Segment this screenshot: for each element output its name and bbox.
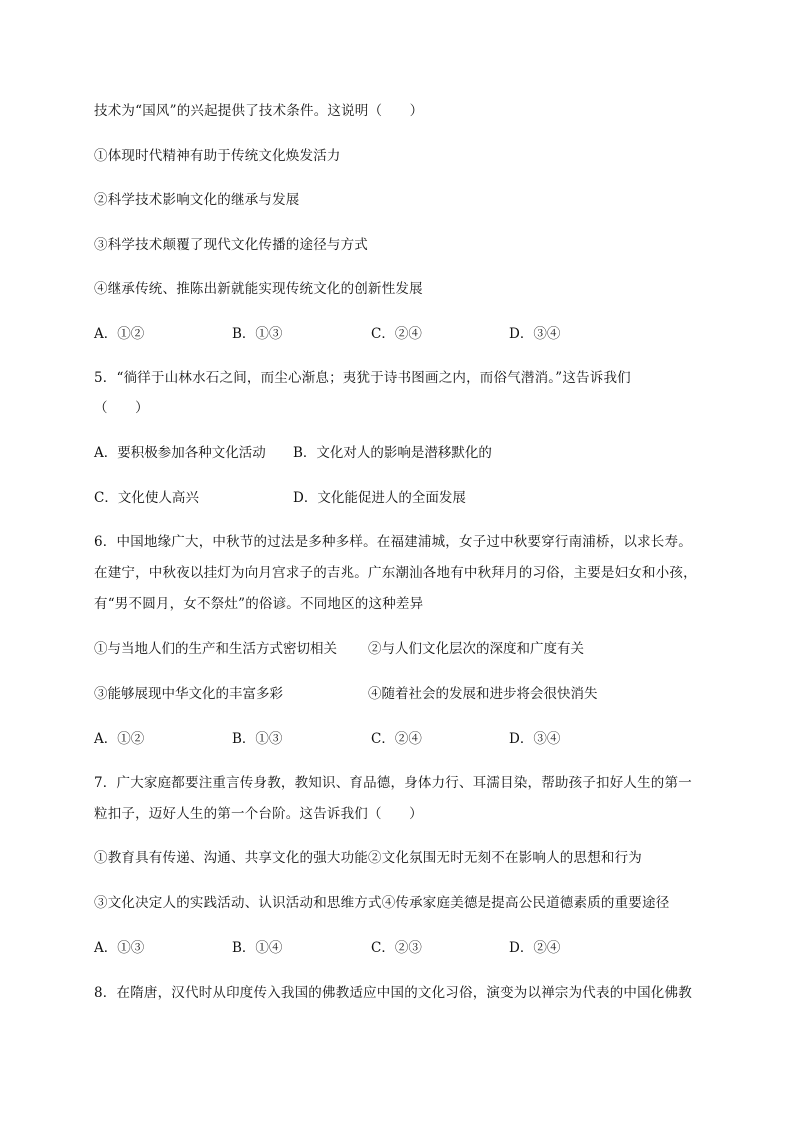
question-6-statement-3: ③能够展现中华文化的丰富多彩 bbox=[94, 686, 283, 702]
question-6-statement-1: ①与当地人们的生产和生活方式密切相关 bbox=[94, 641, 337, 657]
question-6-stem-line-1: 6．中国地缘广大，中秋节的过法是多种多样。在福建浦城，女子过中秋要穿行南浦桥，以求长寿。 bbox=[94, 534, 692, 550]
question-4-option-c: C．②④ bbox=[371, 326, 422, 342]
question-7-option-d: D．②④ bbox=[509, 940, 561, 956]
question-4-statement-2: ②科学技术影响文化的继承与发展 bbox=[94, 192, 300, 208]
question-5-answer-blank: （ ） bbox=[94, 400, 149, 416]
question-6-option-b: B．①③ bbox=[232, 731, 283, 747]
question-6-statement-4: ④随着社会的发展和进步将会很快消失 bbox=[368, 686, 598, 702]
question-6-stem-line-3: 有“男不圆月，女不祭灶”的俗谚。不同地区的这种差异 bbox=[94, 596, 424, 612]
question-4-option-b: B．①③ bbox=[232, 326, 283, 342]
question-5-option-b: B．文化对人的影响是潜移默化的 bbox=[293, 445, 492, 461]
question-4-continuation: 技术为“国风”的兴起提供了技术条件。这说明（ ） bbox=[94, 103, 424, 119]
question-4-statement-1: ①体现时代精神有助于传统文化焕发活力 bbox=[94, 148, 341, 164]
question-7-option-c: C．②③ bbox=[371, 940, 422, 956]
question-8-stem: 8．在隋唐，汉代时从印度传入我国的佛教适应中国的文化习俗，演变为以禅宗为代表的中国化佛教 bbox=[94, 985, 692, 1001]
question-5-stem: 5．“徜徉于山林水石之间，而尘心渐息；夷犹于诗书图画之内，而俗气潜消。”这告诉我们 bbox=[94, 370, 631, 386]
question-5-option-d: D．文化能促进人的全面发展 bbox=[293, 490, 466, 506]
question-6-statement-2: ②与人们文化层次的深度和广度有关 bbox=[368, 641, 584, 657]
question-6-option-c: C．②④ bbox=[371, 731, 422, 747]
question-6-option-a: A．①② bbox=[94, 731, 145, 747]
question-5-option-a: A．要积极参加各种文化活动 bbox=[94, 445, 266, 461]
question-7-statements-1-2: ①教育具有传递、沟通、共享文化的强大功能②文化氛围无时无刻不在影响人的思想和行为 bbox=[94, 850, 642, 866]
question-7-option-b: B．①④ bbox=[232, 940, 283, 956]
question-6-stem-line-2: 在建宁，中秋夜以挂灯为向月宫求子的吉兆。广东潮汕各地有中秋拜月的习俗，主要是妇女和小孩， bbox=[94, 565, 697, 581]
question-4-statement-4: ④继承传统、推陈出新就能实现传统文化的创新性发展 bbox=[94, 281, 423, 297]
question-4-option-d: D．③④ bbox=[509, 326, 561, 342]
question-7-option-a: A．①③ bbox=[94, 940, 145, 956]
question-7-stem-line-1: 7．广大家庭都要注重言传身教，教知识、育品德，身体力行、耳濡目染，帮助孩子扣好人生的第一 bbox=[94, 775, 692, 791]
question-4-option-a: A．①② bbox=[94, 326, 145, 342]
question-7-statements-3-4: ③文化决定人的实践活动、认识活动和思维方式④传承家庭美德是提高公民道德素质的重要途径 bbox=[94, 895, 670, 911]
question-6-option-d: D．③④ bbox=[509, 731, 561, 747]
question-4-statement-3: ③科学技术颠覆了现代文化传播的途径与方式 bbox=[94, 237, 368, 253]
question-7-stem-line-2: 粒扣子，迈好人生的第一个台阶。这告诉我们（ ） bbox=[94, 806, 423, 822]
question-5-option-c: C．文化使人高兴 bbox=[94, 490, 199, 506]
